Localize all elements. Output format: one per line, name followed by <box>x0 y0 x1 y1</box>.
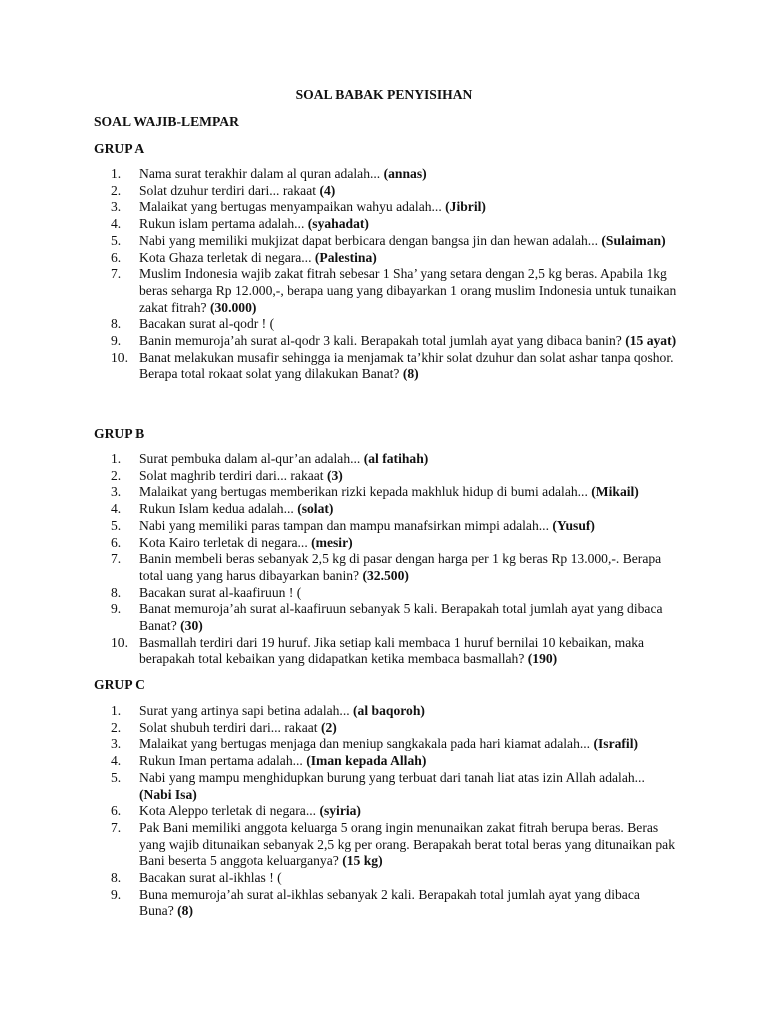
question-item <box>0 250 768 267</box>
question-number: 10. <box>111 634 128 650</box>
question-item <box>0 468 768 485</box>
answer-text: (Sulaiman) <box>601 232 666 248</box>
question-item <box>0 870 768 887</box>
question-number: 9. <box>111 333 122 349</box>
question-number: 8. <box>111 316 122 332</box>
answer-text: (Mikail) <box>591 484 639 500</box>
question-number: 7. <box>111 551 122 567</box>
answer-text: (190) <box>527 651 558 667</box>
question-text: Bacakan surat al-qodr ! ( <box>139 316 275 332</box>
answer-text: (30.000) <box>209 299 257 315</box>
question-item <box>0 199 768 216</box>
group-b-list <box>0 451 768 668</box>
question-number: 5. <box>111 232 122 248</box>
question-text: Nama surat terakhir dalam al quran adalah... <box>139 166 384 181</box>
question-item <box>0 333 768 350</box>
question-text: Nabi yang mampu menghidupkan burung yang terbuat dari tanah liat atas izin Allah adalah... <box>139 769 645 785</box>
answer-text: (solat) <box>297 501 334 517</box>
question-text: Kota Kairo terletak di negara... <box>139 534 312 550</box>
question-text: Malaikat yang bertugas memberikan rizki kepada makhluk hidup di bumi adalah... <box>139 484 592 500</box>
question-number: 1. <box>111 451 122 466</box>
question-item <box>0 451 768 468</box>
answer-text: (syiria) <box>319 803 361 819</box>
question-text: Nabi yang memiliki mukjizat dapat berbicara dengan bangsa jin dan hewan adalah... <box>139 232 602 248</box>
question-item <box>0 350 768 383</box>
group-b-heading: GRUP B <box>94 426 145 441</box>
question-number: 9. <box>111 886 122 902</box>
question-number: 9. <box>111 601 122 617</box>
question-number: 3. <box>111 736 122 752</box>
question-text: Nabi yang memiliki paras tampan dan mampu manafsirkan mimpi adalah... <box>139 517 553 533</box>
question-item <box>0 551 768 584</box>
question-text: Malaikat yang bertugas menjaga dan meniup sangkakala pada hari kiamat adalah... <box>139 736 594 752</box>
question-text: Buna memuroja’ah surat al-ikhlas sebanyak 2 kali. Berapakah total jumlah ayat yang dibaca Buna? <box>139 886 640 919</box>
question-text: Bacakan surat al-kaafiruun ! ( <box>139 584 302 600</box>
group-c-heading: GRUP C <box>94 677 145 692</box>
question-text: Bacakan surat al-ikhlas ! ( <box>139 870 282 886</box>
answer-text: (8) <box>177 903 193 919</box>
question-number: 4. <box>111 753 122 769</box>
answer-text: (Nabi Isa) <box>139 786 197 802</box>
page-title: SOAL BABAK PENYISIHAN <box>295 87 473 102</box>
group-a-list <box>0 166 768 383</box>
question-number: 6. <box>111 534 122 550</box>
question-item <box>0 166 768 183</box>
answer-text: (al baqoroh) <box>353 703 425 718</box>
answer-text: (4) <box>319 182 336 198</box>
question-text: Rukun Islam kedua adalah... <box>139 501 298 517</box>
answer-text: (Israfil) <box>593 736 639 752</box>
question-text: Kota Aleppo terletak di negara... <box>139 803 320 819</box>
question-number: 5. <box>111 517 122 533</box>
question-number: 3. <box>111 484 122 500</box>
question-text: Banat memuroja’ah surat al-kaafiruun sebanyak 5 kali. Berapakah total jumlah ayat yang dibaca Banat? <box>139 601 663 634</box>
question-item <box>0 233 768 250</box>
answer-text: (32.500) <box>362 567 409 583</box>
question-item <box>0 703 768 720</box>
question-number: 6. <box>111 803 122 819</box>
question-number: 3. <box>111 199 122 215</box>
question-item <box>0 736 768 753</box>
answer-text: (mesir) <box>311 534 353 550</box>
question-text: Banin membeli beras sebanyak 2,5 kg di pasar dengan harga per 1 kg beras Rp 13.000,-. Berapa total uang yang harus dibayarkan banin? <box>139 551 662 583</box>
question-text: Kota Ghaza terletak di negara... <box>139 249 315 265</box>
question-text: Surat yang artinya sapi betina adalah... <box>139 703 354 718</box>
question-number: 8. <box>111 870 122 886</box>
group-a-heading: GRUP A <box>94 141 145 156</box>
question-number: 7. <box>111 266 122 282</box>
answer-text: (15 ayat) <box>625 333 677 349</box>
section-heading: SOAL WAJIB-LEMPAR <box>94 114 239 129</box>
answer-text: (annas) <box>383 166 427 181</box>
answer-text: (Iman kepada Allah) <box>306 753 427 769</box>
question-number: 5. <box>111 769 122 785</box>
question-text: Basmallah terdiri dari 19 huruf. Jika setiap kali membaca 1 huruf bernilai 10 kebaikan, maka berapakah total kebaikan yang didapatkan ketika membaca basmallah? <box>139 634 645 667</box>
question-text: Solat dzuhur terdiri dari... rakaat <box>139 182 320 198</box>
question-number: 2. <box>111 182 122 198</box>
question-number: 1. <box>111 166 122 181</box>
question-item <box>0 484 768 501</box>
question-number: 8. <box>111 584 122 600</box>
question-text: Pak Bani memiliki anggota keluarga 5 orang ingin menunaikan zakat fitrah berupa beras. Beras yang wajib ditunaikan sebanyak 2,5 kg per orang. Berapakah berat total beras yang ditunaikan pak Bani beserta 5 anggota keluarganya? <box>139 819 676 869</box>
question-text: Malaikat yang bertugas menyampaikan wahyu adalah... <box>139 199 446 215</box>
group-c-list <box>0 703 768 920</box>
question-item <box>0 316 768 333</box>
question-text: Rukun islam pertama adalah... <box>139 216 308 232</box>
question-number: 10. <box>111 349 128 365</box>
question-number: 1. <box>111 703 122 718</box>
answer-text: (Yusuf) <box>552 517 595 533</box>
question-text: Surat pembuka dalam al-qur’an adalah... <box>139 451 364 466</box>
question-item <box>0 266 768 316</box>
question-item <box>0 720 768 737</box>
answer-text: (15 kg) <box>342 853 383 869</box>
question-text: Banin memuroja’ah surat al-qodr 3 kali. Berapakah total jumlah ayat yang dibaca banin? <box>139 333 626 349</box>
question-number: 4. <box>111 501 122 517</box>
answer-text: (syahadat) <box>307 216 369 232</box>
question-text: Banat melakukan musafir sehingga ia menjamak ta’khir solat dzuhur dan solat ashar tanpa qoshor. Berapa total rokaat solat yang dilakukan Banat? <box>139 349 674 382</box>
question-item <box>0 635 768 668</box>
question-item <box>0 887 768 920</box>
question-item <box>0 501 768 518</box>
question-item <box>0 183 768 200</box>
question-number: 6. <box>111 249 122 265</box>
question-item <box>0 820 768 870</box>
answer-text: (Palestina) <box>314 249 377 265</box>
question-item <box>0 535 768 552</box>
question-number: 2. <box>111 719 122 735</box>
question-item <box>0 770 768 803</box>
question-text: Rukun Iman pertama adalah... <box>139 753 307 769</box>
question-item <box>0 216 768 233</box>
answer-text: (Jibril) <box>445 199 486 215</box>
question-number: 2. <box>111 467 122 483</box>
question-item <box>0 753 768 770</box>
question-text: Solat shubuh terdiri dari... rakaat <box>139 719 321 735</box>
question-item <box>0 601 768 634</box>
question-item <box>0 585 768 602</box>
answer-text: (2) <box>320 719 337 735</box>
question-text: Solat maghrib terdiri dari... rakaat <box>139 467 327 483</box>
answer-text: (al fatihah) <box>363 451 429 466</box>
answer-text: (3) <box>326 467 343 483</box>
question-number: 7. <box>111 819 122 835</box>
question-item <box>0 803 768 820</box>
question-text: Muslim Indonesia wajib zakat fitrah sebesar 1 Sha’ yang setara dengan 2,5 kg beras. Apabila 1kg beras seharga Rp 12.000,-, berapa uang yang dibayarkan 1 orang muslim Indonesia untuk tunaikan zakat fitrah? <box>139 266 677 315</box>
answer-text: (30) <box>180 618 203 634</box>
question-number: 4. <box>111 216 122 232</box>
question-item <box>0 518 768 535</box>
answer-text: (8) <box>402 366 419 382</box>
